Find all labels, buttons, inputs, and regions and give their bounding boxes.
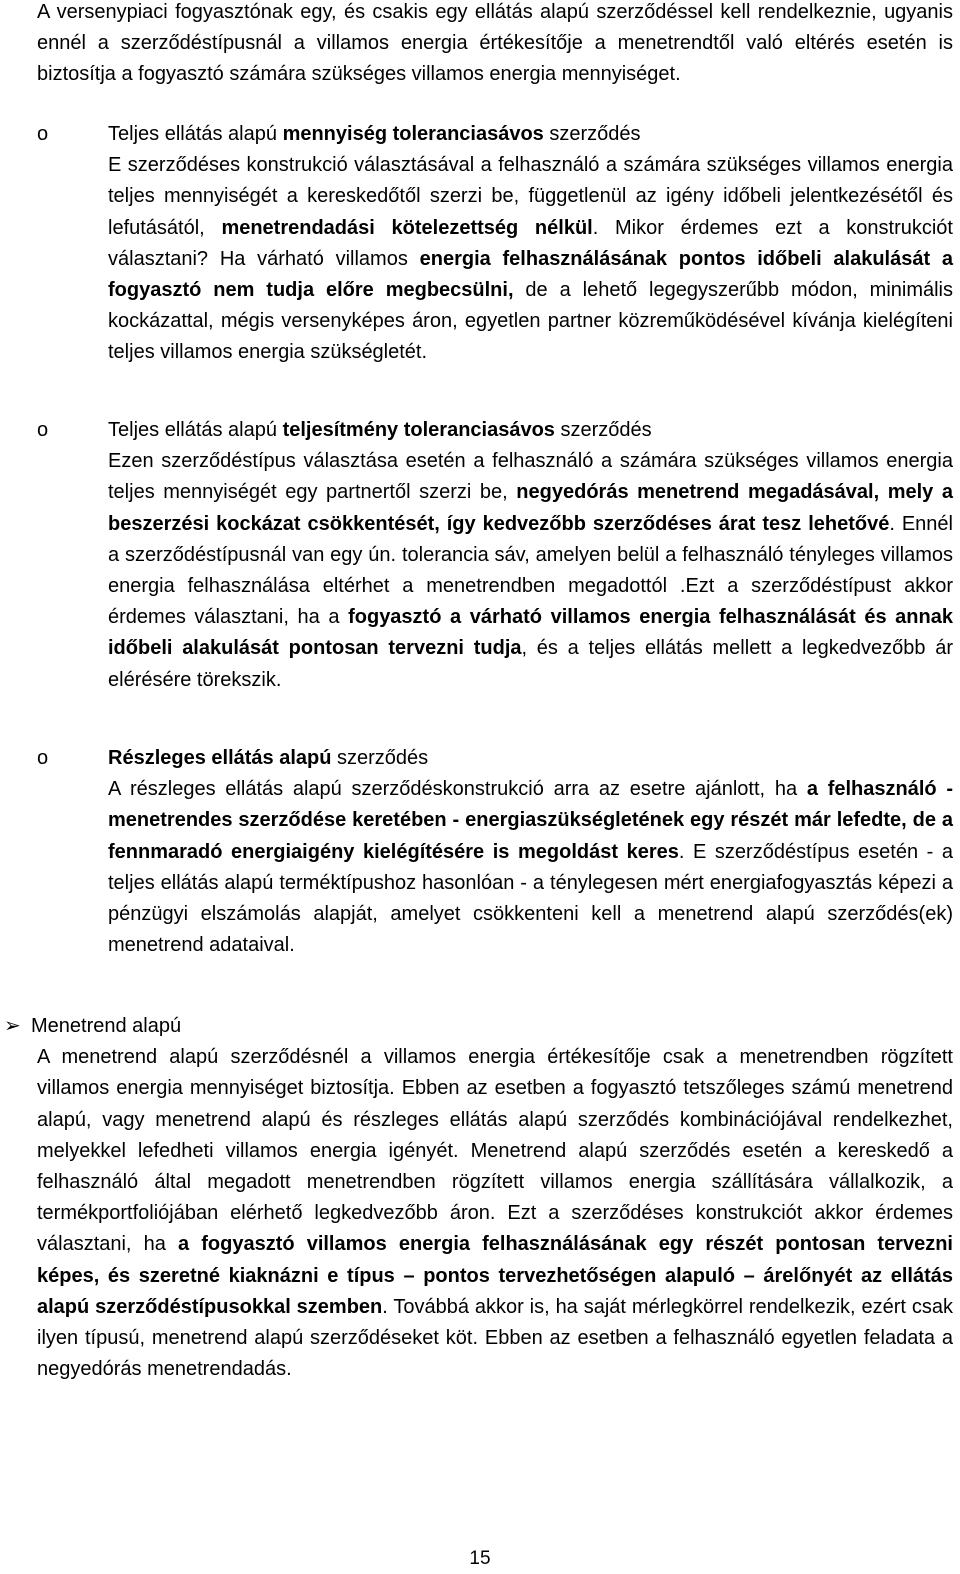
list-item-title: Részleges ellátás alapú szerződés <box>108 747 429 769</box>
list-item-partial-supply <box>37 743 953 961</box>
list-item-title: Teljes ellátás alapú teljesítmény toleranciasávos szerződés <box>108 419 652 441</box>
list-item-title: Teljes ellátás alapú mennyiség toleranciasávos szerződés <box>108 123 641 145</box>
bullet-o-icon: o <box>37 419 49 441</box>
section-schedule-based <box>0 1011 953 1385</box>
intro-paragraph: A versenypiaci fogyasztónak egy, és csakis egy ellátás alapú szerződéssel kell rendelkeznie, ugyanis ennél a szerződéstípusnál a villamos energia értékesítője a menetrendtől való eltérés esetén is biztosítja a fogyasztó számára szükséges villamos energia mennyiséget. <box>37 1 953 86</box>
section-title: Menetrend alapú <box>31 1015 182 1037</box>
bullet-o-icon: o <box>37 123 49 145</box>
list-item-quantity-tolerance <box>37 119 953 369</box>
arrow-bullet-icon: ➢ <box>4 1015 21 1037</box>
list-item-body: Részleges ellátás alapú szerződés A részleges ellátás alapú szerződéskonstrukció arra az esetre ajánlott, ha a felhasználó - menetrendes szerződése keretében - energiaszükségletének egy részét már lefedte, de a fennmaradó energiaigény kielégítésére is megoldást keres. E szerződéstípus esetén - a teljes ellátás alapú terméktípushoz hasonlóan - a ténylegesen mért energiafogyasztás képezi a pénzügyi elszámolás alapját, amelyet csökkenteni kell a menetrend alapú szerződés(ek) menetrend adataival. <box>108 743 953 961</box>
bullet-o-icon: o <box>37 747 49 769</box>
list-item-body: Teljes ellátás alapú teljesítmény toleranciasávos szerződés Ezen szerződéstípus választása esetén a felhasználó a számára szükséges villamos energia teljes mennyiségét egy partnertől szerzi be, negyedórás menetrend megadásával, mely a beszerzési kockázat csökkentését, így kedvezőbb szerződéses árat tesz lehetővé. Ennél a szerződéstípusnál van egy ún. tolerancia sáv, amelyen belül a felhasználó tényleges villamos energia felhasználása eltérhet a menetrendben megadottól .Ezt a szerződéstípust akkor érdemes választani, ha a fogyasztó a várható villamos energia felhasználását és annak időbeli alakulását pontosan tervezni tudja, és a teljes ellátás mellett a legkedvezőbb ár elérésére törekszik. <box>108 415 953 696</box>
section-paragraph: A menetrend alapú szerződésnél a villamos energia értékesítője csak a menetrendben rögzített villamos energia mennyiséget biztosítja. Ebben az esetben a fogyasztó tetszőleges számú menetrend alapú, vagy menetrend alapú és részleges ellátás alapú szerződés kombinációjával rendelkezhet, melyekkel lefedheti villamos energia igényét. Menetrend alapú szerződés esetén a kereskedő a felhasználó által megadott menetrendben rögzített villamos energia szállítására vállalkozik, a termékportfoliójában elérhető legkedvezőbb áron. Ezt a szerződéses konstrukciót akkor érdemes választani, ha a fogyasztó villamos energia felhasználásának egy részét pontosan tervezni képes, és szeretné kiaknázni e típus – pontos tervezhetőségen alapuló – árelőnyét az ellátás alapú szerződéstípusokkal szemben. Továbbá akkor is, ha saját mérlegkörrel rendelkezik, ezért csak ilyen típusú, menetrend alapú szerződéseket köt. Ebben az esetben a felhasználó egyetlen feladata a negyedórás menetrendadás. <box>37 1046 953 1381</box>
page-number: 15 <box>469 1548 491 1569</box>
list-item-capacity-tolerance <box>37 415 953 696</box>
list-item-body: Teljes ellátás alapú mennyiség toleranciasávos szerződés E szerződéses konstrukció választásával a felhasználó a számára szükséges villamos energia teljes mennyiségét a kereskedőtől szerzi be, függetlenül az igény időbeli jelentkezésétől és lefutásától, menetrendadási kötelezettség nélkül. Mikor érdemes ezt a konstrukciót választani? Ha várható villamos energia felhasználásának pontos időbeli alakulását a fogyasztó nem tudja előre megbecsülni, de a lehető legegyszerűbb módon, minimális kockázattal, mégis versenyképes áron, egyetlen partner közreműködésével kívánja kielégíteni teljes villamos energia szükségletét. <box>108 119 953 369</box>
